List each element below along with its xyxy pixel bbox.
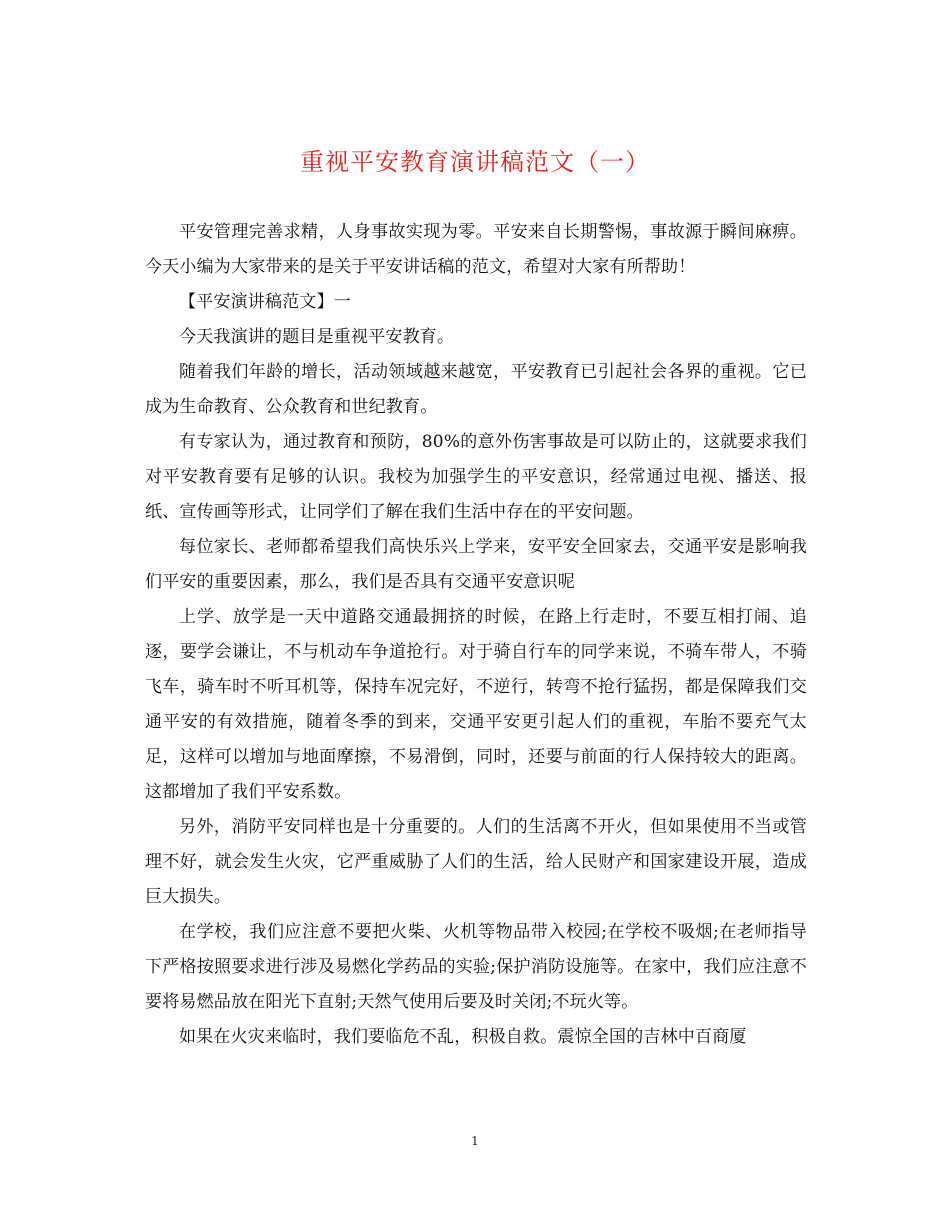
paragraph-school-home: 在学校，我们应注意不要把火柴、火机等物品带入校园;在学校不吸烟;在老师指导下严格按照要求进行涉及易燃化学药品的实验;保护消防设施等。在家中，我们应注意不要将易燃品放在阳光下直射;天然气使用后要及时关闭;不玩火等。 <box>145 922 807 1012</box>
paragraph-fire-safety: 另外，消防平安同样也是十分重要的。人们的生活离不开火，但如果使用不当或管理不好，就会发生火灾，它严重威胁了人们的生活，给人民财产和国家建设开展，造成巨大损失。 <box>145 817 807 907</box>
paragraph-experts: 有专家认为，通过教育和预防，80%的意外伤害事故是可以防止的，这就要求我们对平安教育要有足够的认识。我校为加强学生的平安意识，经常通过电视、播送、报纸、宣传画等形式，让同学们了解在我们生活中存在的平安问题。 <box>145 432 807 522</box>
paragraph-traffic-safety: 每位家长、老师都希望我们高快乐兴上学来，安平安全回家去，交通平安是影响我们平安的重要因素，那么，我们是否具有交通平安意识呢 <box>145 537 807 592</box>
paragraph-age-growth: 随着我们年龄的增长，活动领域越来越宽，平安教育已引起社会各界的重视。它已成为生命教育、公众教育和世纪教育。 <box>145 362 807 417</box>
paragraph-commute: 上学、放学是一天中道路交通最拥挤的时候，在路上行走时，不要互相打闹、追逐，要学会谦让，不与机动车争道抢行。对于骑自行车的同学来说，不骑车带人，不骑飞车，骑车时不听耳机等，保持车况完好，不逆行，转弯不抢行猛拐，都是保障我们交通平安的有效措施，随着冬季的到来，交通平安更引起人们的重视，车胎不要充气太足，这样可以增加与地面摩擦，不易滑倒，同时，还要与前面的行人保持较大的距离。这都增加了我们平安系数。 <box>145 607 807 802</box>
document-body <box>145 215 807 1055</box>
document-title: 重视平安教育演讲稿范文（一） <box>300 148 650 176</box>
paragraph-intro: 平安管理完善求精，人身事故实现为零。平安来自长期警惕，事故源于瞬间麻痹。今天小编为大家带来的是关于平安讲话稿的范文，希望对大家有所帮助！ <box>145 222 807 277</box>
paragraph-fire-emergency: 如果在火灾来临时，我们要临危不乱，积极自救。震惊全国的吉林中百商厦 <box>179 1027 747 1047</box>
page-number: 1 <box>471 1134 479 1148</box>
paragraph-topic: 今天我演讲的题目是重视平安教育。 <box>179 327 455 347</box>
paragraph-section-heading: 【平安演讲稿范文】一 <box>179 292 351 312</box>
